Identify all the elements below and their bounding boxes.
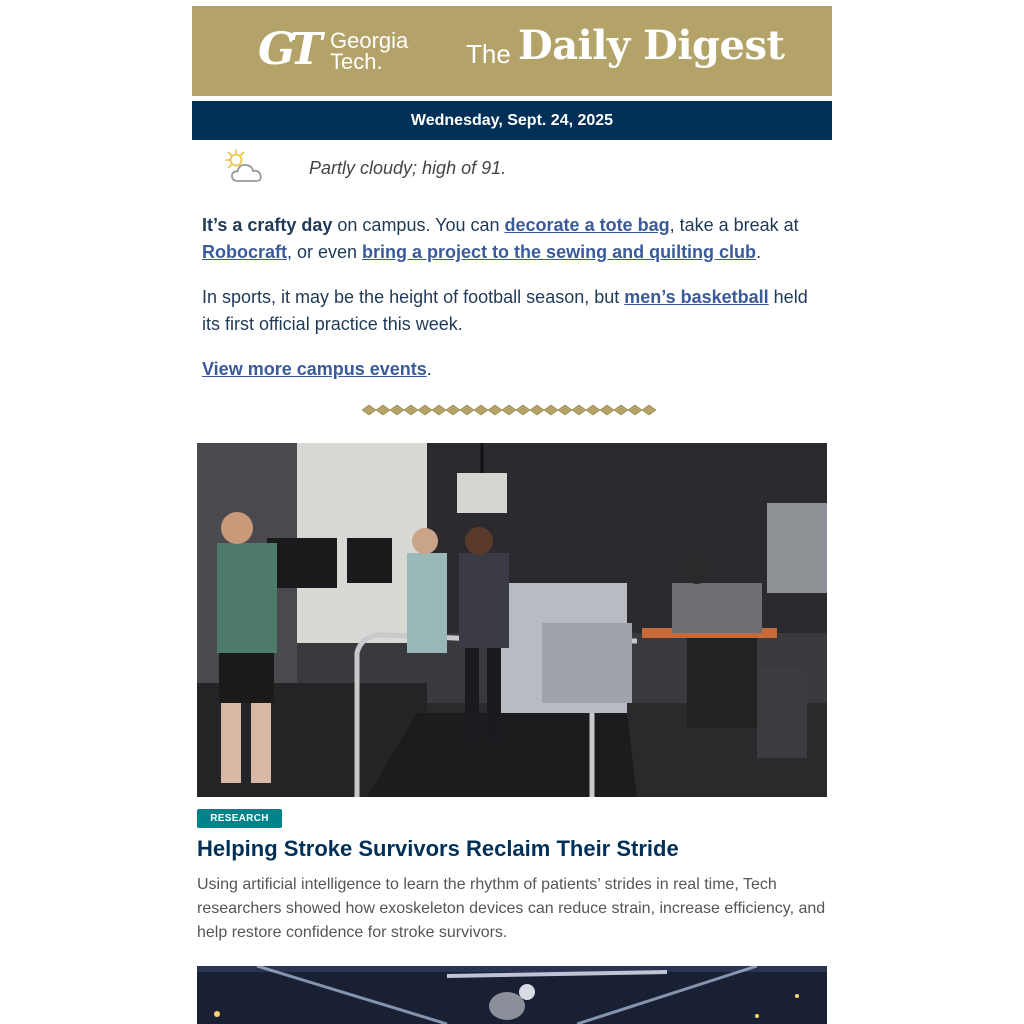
crafty-day-lead: It’s a crafty day bbox=[202, 215, 333, 235]
exoskeleton-lab-photo[interactable] bbox=[197, 443, 827, 797]
intro-text: In sports, it may be the height of football season, but bbox=[202, 287, 625, 307]
sewing-club-link[interactable]: bring a project to the sewing and quilting club bbox=[362, 242, 757, 262]
photo-illustration bbox=[197, 966, 827, 1024]
mens-basketball-link[interactable]: men’s basketball bbox=[624, 287, 769, 307]
arena-trophy-photo[interactable] bbox=[197, 966, 827, 1024]
intro-text: , take a break at bbox=[669, 215, 799, 235]
intro-text: . bbox=[756, 242, 762, 262]
intro-paragraph-2 bbox=[202, 284, 822, 338]
weather-row bbox=[192, 146, 832, 190]
logo-line-1: Georgia bbox=[330, 28, 409, 53]
logo-wordmark bbox=[330, 30, 430, 72]
research-tag[interactable]: RESEARCH bbox=[197, 809, 282, 828]
robocraft-link[interactable]: Robocraft bbox=[202, 242, 287, 262]
weather-text: Partly cloudy; high of 91. bbox=[309, 158, 507, 178]
georgia-tech-logo[interactable] bbox=[258, 24, 418, 78]
intro-text: held its first official practice this week. bbox=[202, 287, 808, 334]
intro-section bbox=[202, 212, 822, 401]
intro-text: . bbox=[426, 359, 432, 379]
story-headline[interactable]: Helping Stroke Survivors Reclaim Their Stride bbox=[197, 836, 679, 861]
dateline: Wednesday, Sept. 24, 2025 bbox=[192, 101, 832, 140]
photo-illustration bbox=[197, 443, 827, 797]
partly-cloudy-icon bbox=[222, 148, 270, 188]
logo-line-2: Tech. bbox=[330, 49, 383, 74]
diamond-pattern-divider bbox=[362, 402, 662, 418]
masthead-the: The bbox=[466, 39, 511, 69]
campus-events-link[interactable]: View more campus events bbox=[202, 359, 427, 379]
tote-bag-link[interactable]: decorate a tote bag bbox=[504, 215, 670, 235]
masthead[interactable] bbox=[192, 6, 832, 96]
intro-text: , or even bbox=[287, 242, 363, 262]
masthead-title: Daily Digest bbox=[518, 22, 785, 69]
intro-text: on campus. You can bbox=[332, 215, 505, 235]
gt-monogram: GT bbox=[258, 24, 317, 75]
intro-paragraph-3 bbox=[202, 356, 822, 383]
intro-paragraph-1 bbox=[202, 212, 822, 266]
story-summary: Using artificial intelligence to learn the rhythm of patients’ strides in real time, Tech researchers showed how exoskeleton devices can reduce strain, increase efficiency, and help restore confidence for stroke survivors. bbox=[197, 876, 826, 941]
